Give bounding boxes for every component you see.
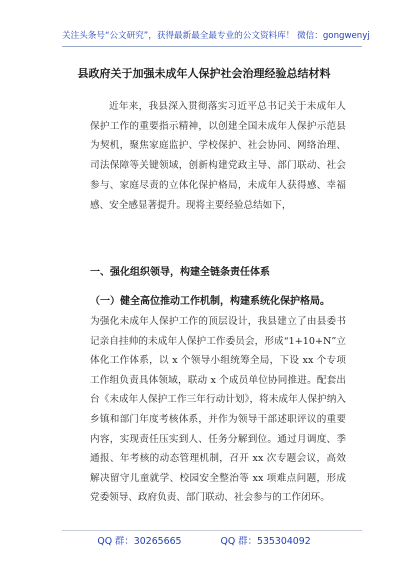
section-heading: 一、强化组织领导，构建全链条责任体系: [90, 267, 270, 278]
intro-paragraph: 近年来，我县深入贯彻落实习近平总书记关于未成年人保护工作的重要指示精神，以创建全国未成年人保护示范县为契机，聚焦家庭监护、学校保护、社会协同、网络治理、司法保障等关键领域，创新构建党政主导、部门联动、社会参与、家庭尽责的立体化保护格局，未成年人获得感、幸福感、安全感显著提升。现将主要经验总结如下，: [90, 101, 346, 211]
header-banner: 关注头条号“公文研究”，获得最新最全最专业的公文资料库！ 微信：gongwenyj: [62, 31, 370, 41]
subsection-heading: （一）健全高位推动工作机制，构建系统化保护格局。: [90, 296, 330, 307]
footer-qq-group-1: QQ 群：30265665: [97, 536, 182, 547]
footer-divider: [62, 530, 362, 531]
header-divider: [62, 46, 362, 47]
body-paragraph: 为强化未成年人保护工作的顶层设计，我县建立了由县委书记亲自挂帅的未成年人保护工作委员会，形成“1+10+N”立体化工作体系，以 x 个领导小组统筹全局，下设 xx 个专项工作组负责具体领域，联动 x 个成员单位协同推进。配套出台《未成年人保护工作三年行动计划》，将未成年人保护纳入乡镇和部门年度考核体系，并作为领导干部述职评议的重要内容，实现责任压实到人、任务分解到位。通过月调度、季通报、年考核的动态管理机制，召开 xx 次专题会议，高效解决留守儿童就学、校园安全整治等 xx 项难点问题，形成党委领导、政府负责、部门联动、社会参与的工作闭环。: [90, 316, 346, 504]
document-title: 县政府关于加强未成年人保护社会治理经验总结材料: [77, 67, 331, 80]
footer: [0, 535, 408, 548]
footer-qq-group-2: QQ 群：535304092: [220, 536, 311, 547]
